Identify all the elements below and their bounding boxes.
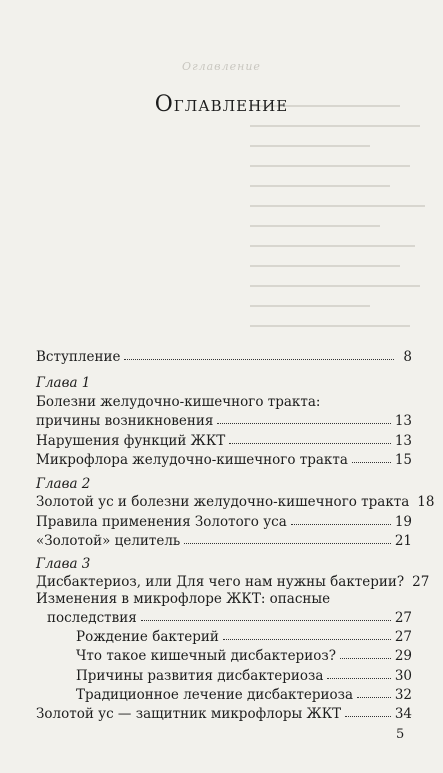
toc-page-number: 13 (394, 433, 412, 449)
toc-entry-text: Микрофлора желудочно-кишечного тракта (36, 452, 348, 468)
toc-page-number: 15 (394, 452, 412, 468)
toc-entry-healer (36, 529, 412, 549)
toc-page-number: 27 (394, 629, 412, 645)
toc-entry-reasons (76, 664, 412, 684)
toc-entry-text: причины возникновения (36, 413, 214, 429)
leader-dots (141, 620, 391, 621)
toc-page-number: 32 (394, 687, 412, 703)
toc-entry-text: Рождение бактерий (76, 629, 219, 645)
leader-dots (223, 639, 391, 640)
toc-entry-text: Традиционное лечение дисбактериоза (76, 687, 354, 703)
leader-dots (217, 423, 390, 424)
leader-dots (291, 524, 391, 525)
page-title: Оглавление (154, 92, 289, 117)
toc-entry-causes (36, 409, 412, 429)
toc-entry-microflora (36, 448, 412, 468)
leader-dots (124, 359, 394, 360)
toc-entry-treatment (76, 683, 412, 703)
toc-entry-rules (36, 510, 412, 530)
toc-entry-line: Изменения в микрофлоре ЖКТ: опасные (36, 591, 331, 607)
toc-entry-text: Золотой ус — защитник микрофлоры ЖКТ (36, 706, 342, 722)
toc-page-number: 19 (394, 514, 412, 530)
toc-entry-birth (76, 625, 412, 645)
toc-entry-text: Что такое кишечный дисбактериоз? (76, 648, 336, 664)
toc-entry-what-is (76, 644, 412, 664)
leader-dots (229, 443, 391, 444)
chapter-heading-1: Глава 1 (36, 375, 91, 391)
show-through-header: Оглавление (182, 60, 261, 73)
toc-page-number: 8 (403, 349, 412, 365)
toc-entry-line: Болезни желудочно-кишечного тракта: (36, 394, 321, 410)
toc-page-number: 29 (394, 648, 412, 664)
leader-dots (345, 716, 391, 717)
toc-page-number: 27 (394, 610, 412, 626)
toc-entry-text: Вступление (36, 349, 121, 365)
toc-entry-text: последствия (47, 610, 137, 626)
chapter-heading-3: Глава 3 (36, 556, 91, 572)
toc-entry-text: Золотой ус и болезни желудочно-кишечного тракта (36, 494, 410, 510)
toc-entry-text: Дисбактериоз, или Для чего нам нужны бактерии? (36, 574, 405, 590)
toc-entry-text: «Золотой» целитель (36, 533, 181, 549)
toc-entry-introduction (36, 345, 412, 365)
toc-entry-consequences (47, 606, 412, 626)
toc-page-number: 21 (394, 533, 412, 549)
toc-page-number: 34 (394, 706, 412, 722)
toc-entry-disorders (36, 429, 412, 449)
leader-dots (357, 697, 391, 698)
leader-dots (184, 543, 391, 544)
toc-entry-golden-whisker (36, 490, 435, 510)
toc-page-number: 30 (394, 668, 412, 684)
toc-page-number: 18 (417, 494, 435, 510)
toc-page-number: 13 (394, 413, 412, 429)
toc-entry-text: Нарушения функций ЖКТ (36, 433, 226, 449)
leader-dots (340, 658, 391, 659)
toc-entry-protector (36, 702, 412, 722)
toc-entry-text: Правила применения Золотого уса (36, 514, 287, 530)
show-through-text (250, 95, 440, 345)
toc-page-number: 27 (412, 574, 430, 590)
toc-entry-dysbacteriosis (36, 570, 430, 590)
leader-dots (327, 678, 390, 679)
leader-dots (352, 462, 391, 463)
page-number: 5 (396, 727, 405, 742)
chapter-heading-2: Глава 2 (36, 476, 91, 492)
toc-entry-text: Причины развития дисбактериоза (76, 668, 324, 684)
